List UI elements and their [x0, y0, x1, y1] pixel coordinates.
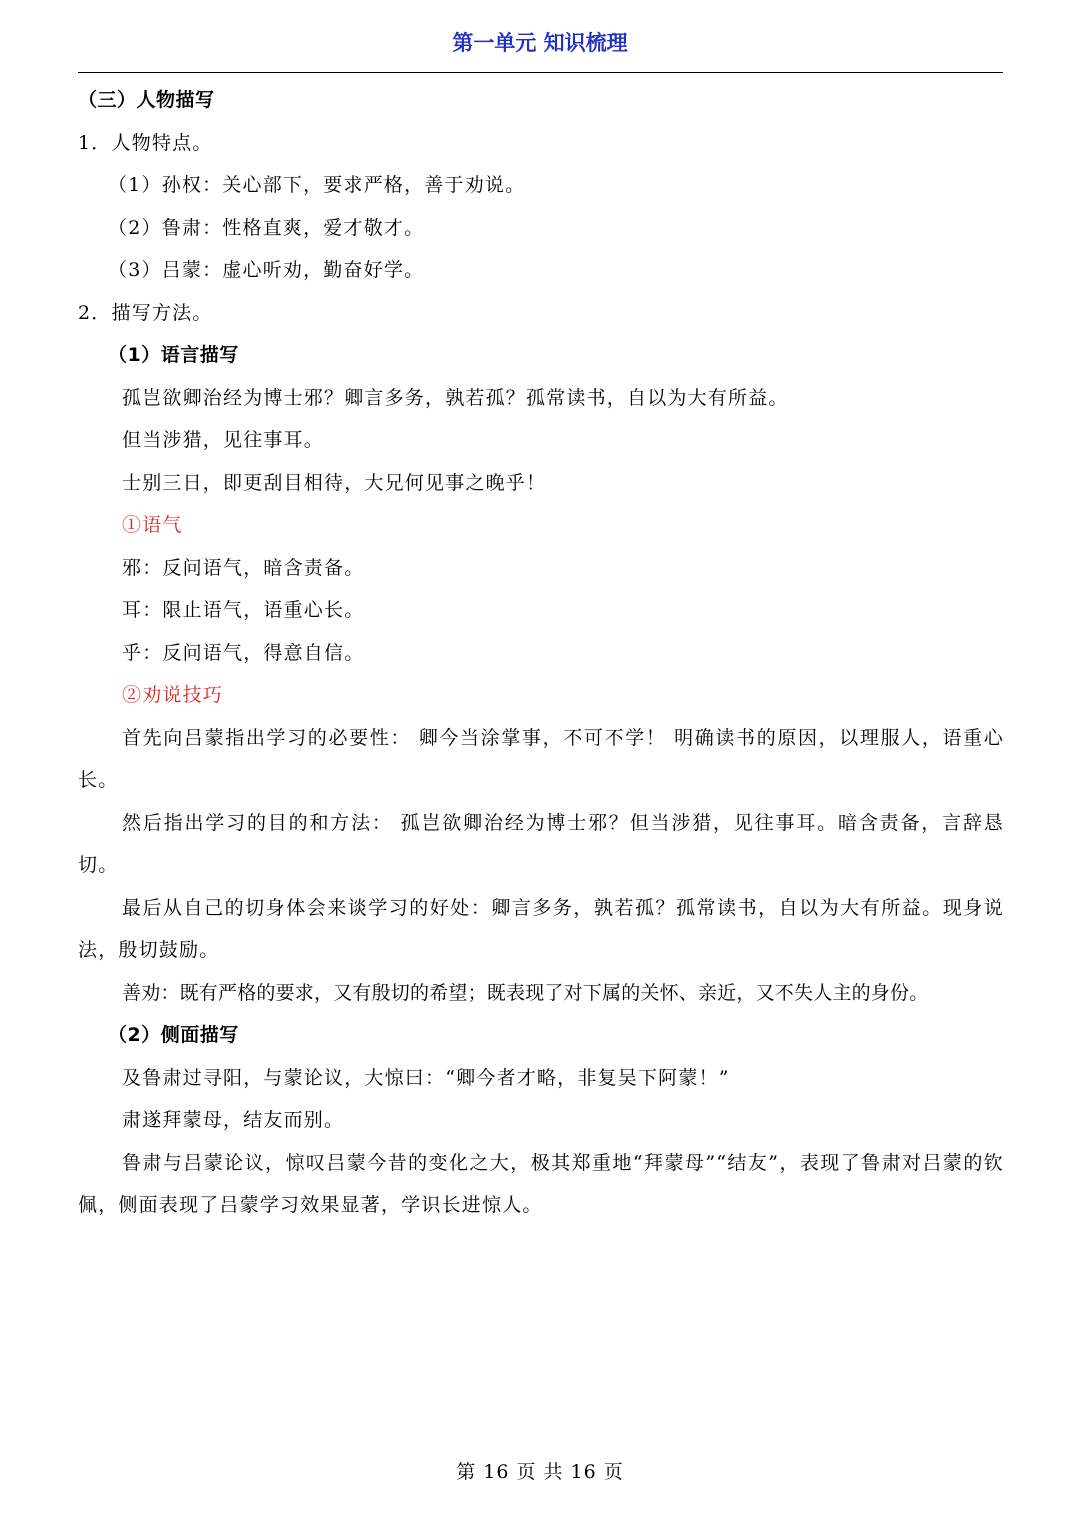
section-title: （三）人物描写: [78, 89, 215, 111]
header-divider: [78, 72, 1003, 73]
sub1-heading: （1）语言描写: [108, 344, 239, 366]
quote-line: 但当涉猎，见往事耳。: [122, 429, 325, 451]
analysis-paragraph: 鲁肃与吕蒙论议，惊叹吕蒙今昔的变化之大，极其郑重地“拜蒙母”“结友”，表现了鲁肃对吕蒙的钦佩，侧面表现了吕蒙学习效果显著，学识长进惊人。: [78, 1151, 1004, 1216]
tone-item: 耳：限止语气，语重心长。: [122, 599, 365, 621]
tone-item: 邪：反问语气，暗含责备。: [122, 556, 365, 579]
quote-line: 及鲁肃过寻阳，与蒙论议，大惊曰：“卿今者才略，非复吴下阿蒙！”: [122, 1066, 730, 1089]
item1-heading: 1．人物特点。: [78, 131, 213, 154]
skill-summary: 善劝：既有严格的要求，又有殷切的希望；既表现了对下属的关怀、亲近，又不失人主的身份。: [122, 981, 929, 1004]
quote-line: 孤岂欲卿治经为博士邪？卿言多务，孰若孤？孤常读书，自以为大有所益。: [122, 386, 789, 409]
document-body: [78, 79, 1004, 1227]
quote-line: 肃遂拜蒙母，结友而别。: [122, 1109, 345, 1131]
trait-lvmeng: （3）吕蒙：虚心听劝，勤奋好学。: [108, 259, 425, 281]
quote-line: 士别三日，即更刮目相待，大兄何见事之晚乎！: [122, 471, 547, 494]
header-title: 第一单元 知识梳理: [452, 31, 628, 55]
trait-sunquan: （1）孙权：关心部下，要求严格，善于劝说。: [108, 174, 526, 196]
tone-item: 乎：反问语气，得意自信。: [122, 641, 365, 664]
trait-lusu: （2）鲁肃：性格直爽，爱才敬才。: [108, 216, 425, 239]
skill-paragraph: 然后指出学习的目的和方法： 孤岂欲卿治经为博士邪？但当涉猎，见往事耳。暗含责备，言辞恳切。: [78, 811, 1004, 876]
skill-label: ②劝说技巧: [122, 684, 224, 706]
skill-paragraph: 首先向吕蒙指出学习的必要性： 卿今当涂掌事，不可不学！ 明确读书的原因，以理服人，语重心长。: [78, 726, 1004, 791]
page-number: 第 16 页 共 16 页: [456, 1461, 624, 1483]
sub2-heading: （2）侧面描写: [108, 1024, 239, 1046]
item2-heading: 2．描写方法。: [78, 301, 213, 324]
skill-paragraph: 最后从自己的切身体会来谈学习的好处：卿言多务，孰若孤？孤常读书，自以为大有所益。现身说法，殷切鼓励。: [78, 896, 1004, 961]
tone-label: ①语气: [122, 514, 183, 536]
